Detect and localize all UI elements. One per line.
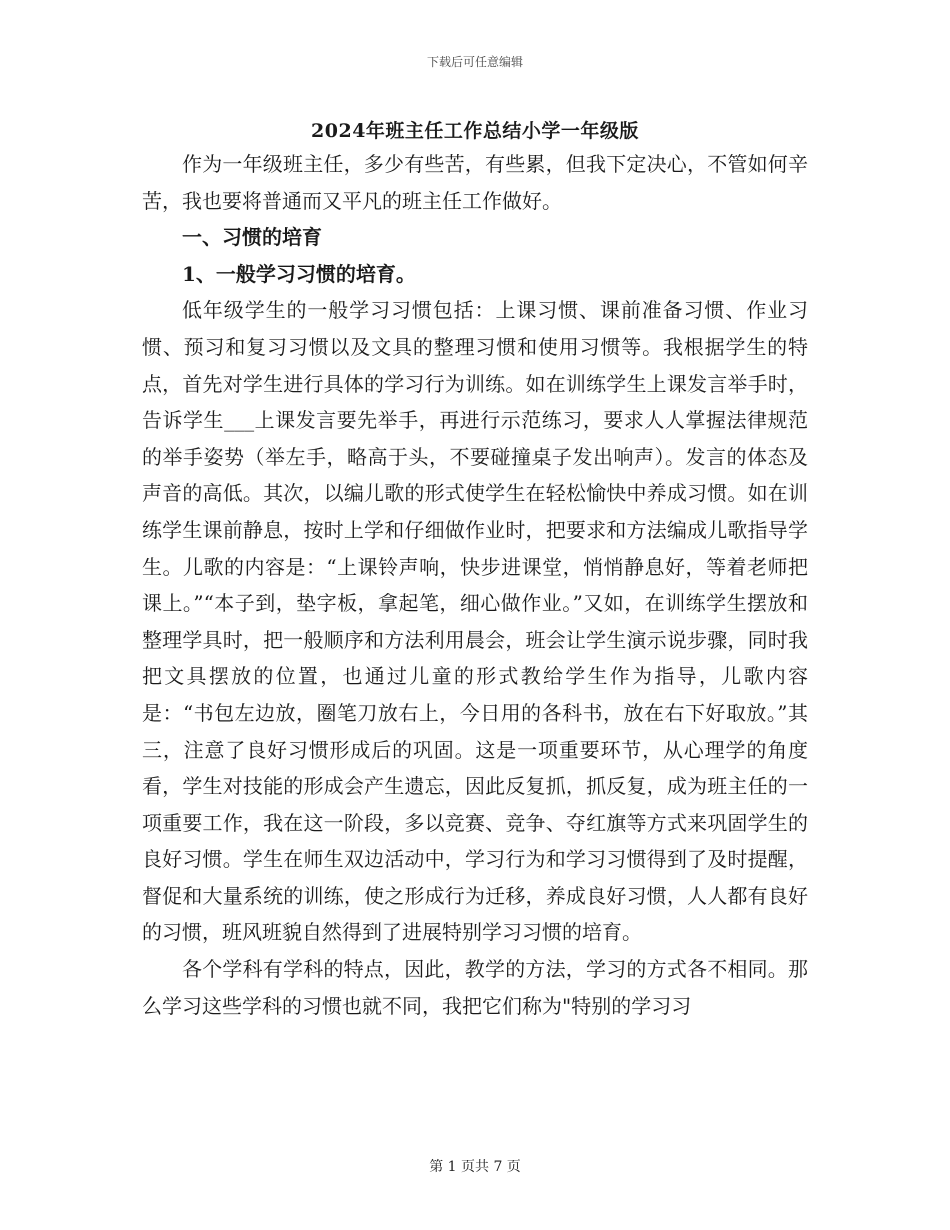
page-number: 第 1 页共 7 页 (429, 1159, 521, 1175)
paragraph-general-habits: 低年级学生的一般学习习惯包括：上课习惯、课前准备习惯、作业习惯、预习和复习习惯以及文具的整理习惯和使用习惯等。我根据学生的特点，首先对学生进行具体的学习行为训练。如在训练学生上课发言举手时，告诉学生___上课发言要先举手，再进行示范练习，要求人人掌握法律规范的举手姿势（举左手，略高于头，不要碰撞桌子发出响声）。发言的体态及声音的高低。其次，以编儿歌的形式使学生在轻松愉快中养成习惯。如在训练学生课前静息，按时上学和仔细做作业时，把要求和方法编成儿歌指导学生。儿歌的内容是：“上课铃声响，快步进课堂，悄悄静息好，等着老师把课上。”“本子到，垫字板，拿起笔，细心做作业。”又如，在训练学生摆放和整理学具时，把一般顺序和方法利用晨会，班会让学生演示说步骤，同时我把文具摆放的位置，也通过儿童的形式教给学生作为指导，儿歌内容是：“书包左边放，圈笔刀放右上，今日用的各科书，放在右下好取放。”其三，注意了良好习惯形成后的巩固。这是一项重要环节，从心理学的角度看，学生对技能的形成会产生遗忘，因此反复抓，抓反复，成为班主任的一项重要工作，我在这一阶段，多以竞赛、竞争、夺红旗等方式来巩固学生的良好习惯。学生在师生双边活动中，学习行为和学习习惯得到了及时提醒，督促和大量系统的训练，使之形成行为迁移，养成良好习惯，人人都有良好的习惯，班风班貌自然得到了进展特别学习习惯的培育。 (142, 298, 808, 945)
document-title: 2024年班主任工作总结小学一年级版 (311, 120, 639, 142)
header-note: 下载后可任意编辑 (426, 55, 523, 69)
subsection-heading: 1、一般学习习惯的培育。 (182, 261, 416, 286)
paragraph-intro: 作为一年级班主任，多少有些苦，有些累，但我下定决心，不管如何辛苦，我也要将普通而又平凡的班主任工作做好。 (142, 152, 808, 213)
document-body (142, 146, 808, 1024)
section-heading: 一、习惯的培育 (182, 225, 322, 250)
paragraph-subject-habits: 各个学科有学科的特点，因此，教学的方法，学习的方式各不相同。那么学习这些学科的习惯也就不同，我把它们称为"特别的学习习 (142, 957, 808, 1018)
